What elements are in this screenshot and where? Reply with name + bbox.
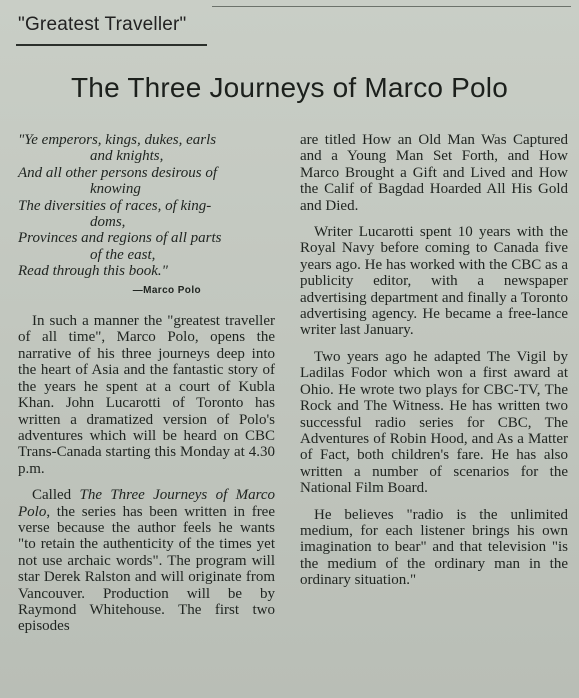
- body-paragraph: Writer Lucarotti spent 10 years with the Royal Navy before coming to Canada five years ago. He has worked with the CBC as a publicity editor, with a newspaper advertising department and finally a Toronto advertising agency. He became a free-lance writer last January.: [300, 224, 568, 339]
- kicker: "Greatest Traveller": [18, 14, 187, 35]
- poem-line: Read through this book.": [18, 263, 168, 280]
- poem-attribution: —Marco Polo: [132, 284, 201, 296]
- poem-line: The diversities of races, of king-: [18, 197, 212, 214]
- top-rule: [212, 6, 571, 7]
- poem-line: And all other persons desirous of: [18, 164, 218, 181]
- poem-quote: [18, 132, 275, 280]
- poem-line: and knights,: [90, 148, 164, 165]
- poem-line: Provinces and regions of all parts: [18, 230, 222, 247]
- right-column: [300, 132, 568, 589]
- poem-line: of the east,: [90, 246, 156, 263]
- poem-line: knowing: [90, 181, 141, 198]
- poem-line: doms,: [90, 214, 126, 231]
- body-paragraph: Two years ago he adapted The Vigil by Ladilas Fodor which won a first award at Ohio. He wrote two plays for CBC-TV, The Rock and The Witness. He has written two successful radio series for CBC, The Adventures of Robin Hood, and As a Matter of Fact, both children's fare. He has also written a number of scenarios for the National Film Board.: [300, 348, 568, 497]
- body-paragraph: In such a manner the "greatest traveller of all time", Marco Polo, opens the narrative of his three journeys deep into the heart of Asia and the fantastic story of the years he spent at a court of Kubla Khan. John Lucarotti of Toronto has written a dramatized version of Polo's adventures which will be heard on CBC Trans-Canada starting this Monday at 4.30 p.m.: [18, 313, 275, 477]
- poem-line: "Ye emperors, kings, dukes, earls: [18, 132, 217, 148]
- paragraph-text: , the series has been written in free verse because the author feels he wants "to retain the authenticity of the times yet not use archaic words". The program will star Derek Ralston and will originate from Vancouver. Production will be by Raymond Whitehouse. The first two episodes: [18, 503, 275, 635]
- left-column: [18, 132, 275, 635]
- headline: The Three Journeys of Marco Polo: [71, 72, 508, 103]
- body-paragraph: are titled How an Old Man Was Captured and a Young Man Set Forth, and How Marco Brought a Gift and Lived and How the Calif of Bagdad Hoarded All His Gold and Died.: [300, 132, 568, 214]
- body-paragraph: He believes "radio is the unlimited medium, for each listener brings his own imagination to bear" and that television "is the medium of the ordinary man in the ordinary situation.": [300, 506, 568, 589]
- paragraph-text: Called: [32, 487, 80, 504]
- body-paragraph: [18, 487, 275, 635]
- kicker-underline: [16, 44, 207, 46]
- series-title: The Three Journeys of Marco Polo: [18, 487, 276, 520]
